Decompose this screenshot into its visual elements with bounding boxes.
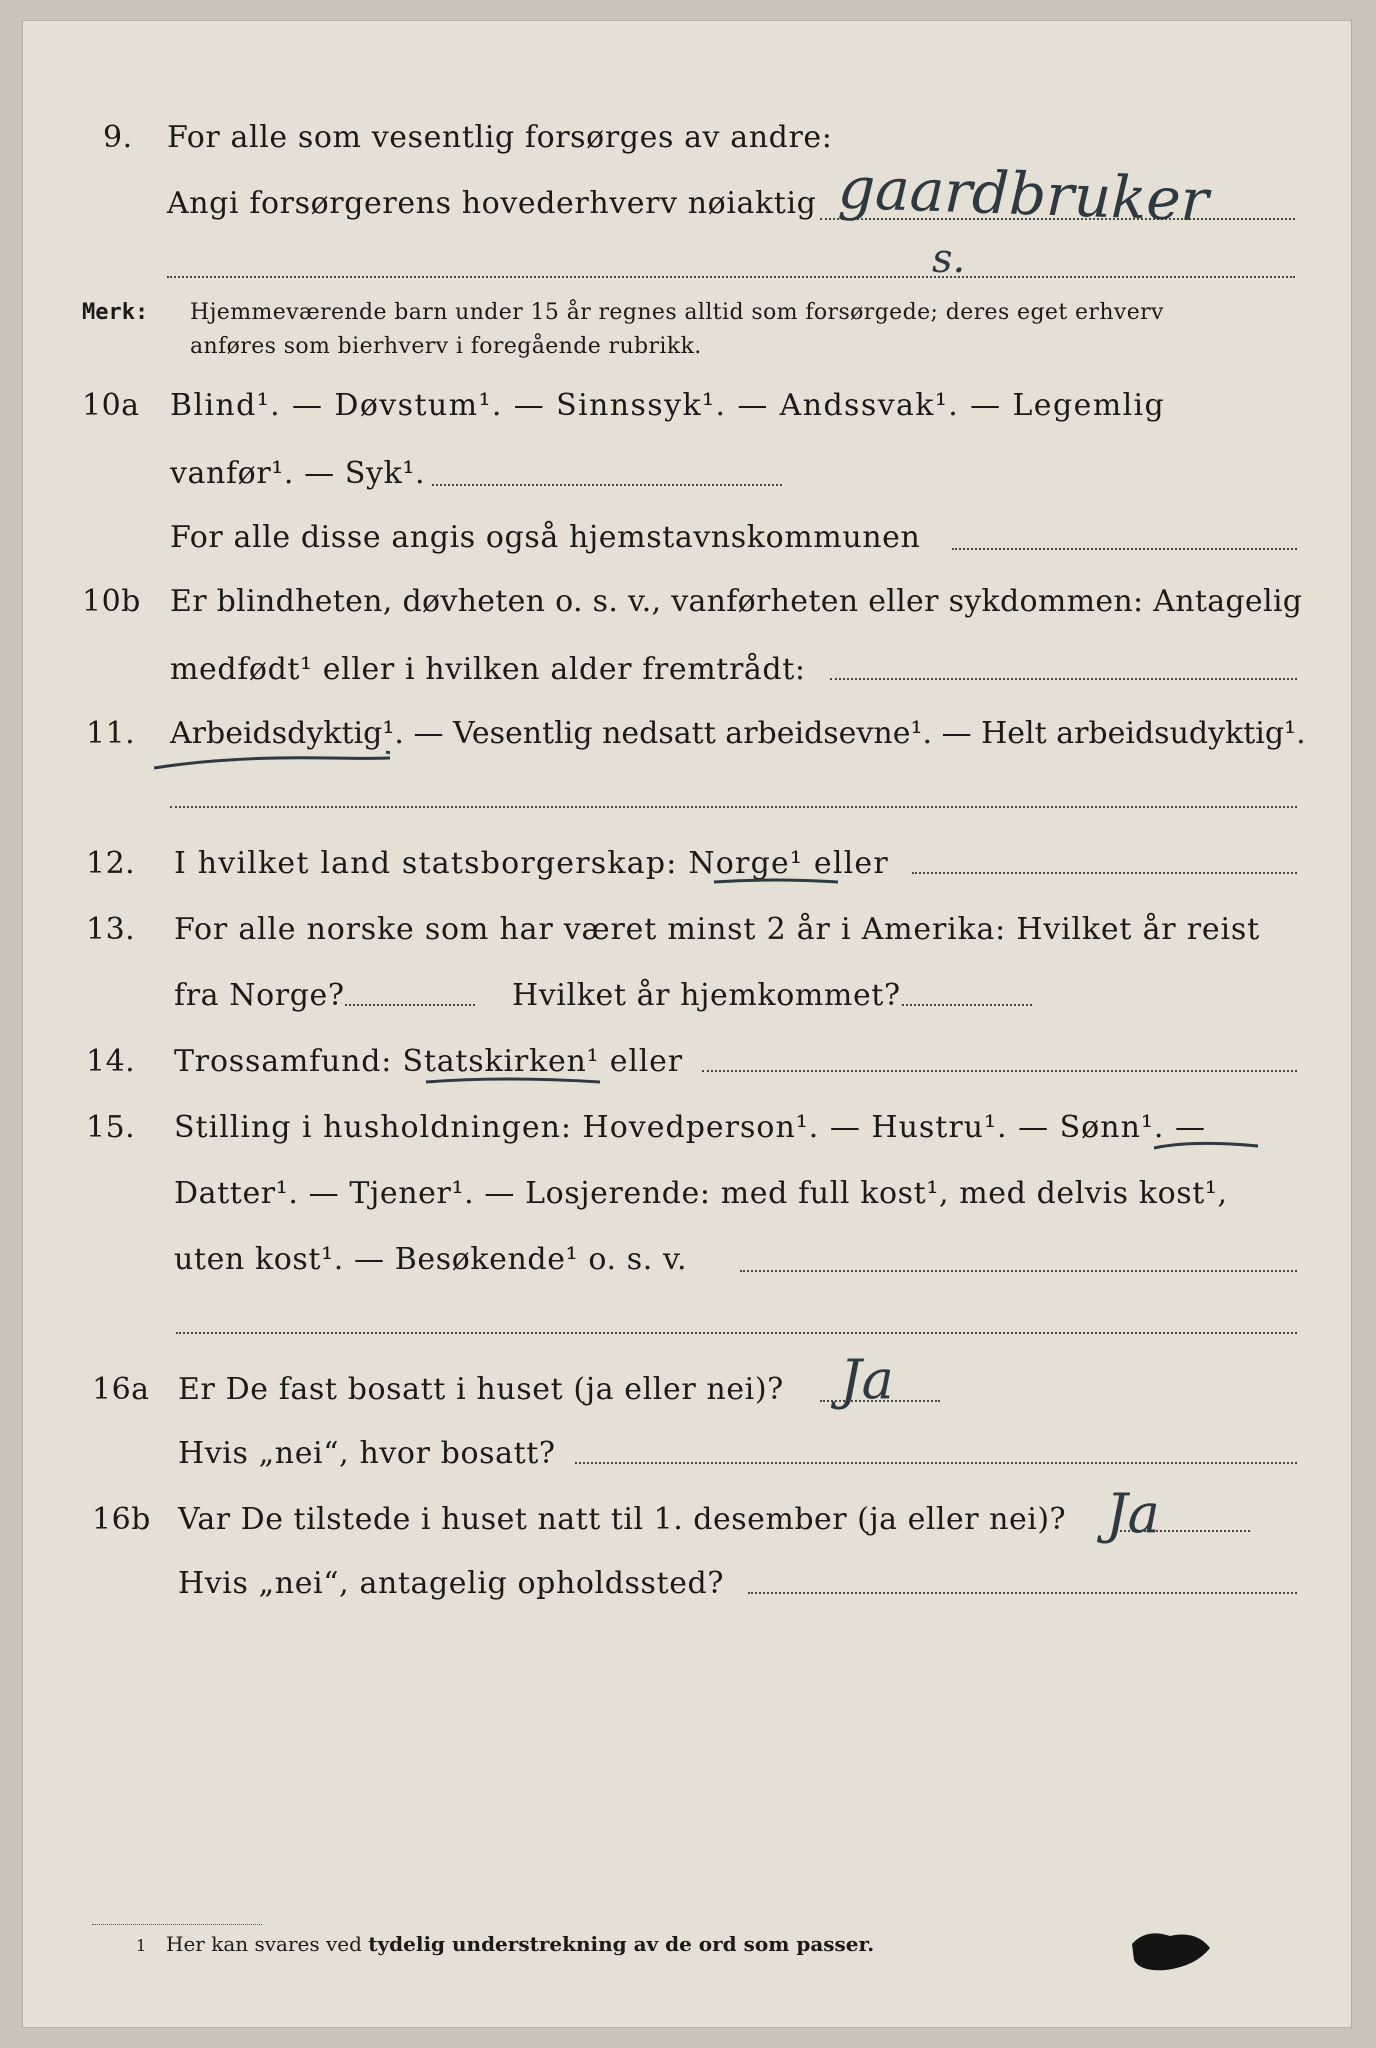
ink-blot <box>1126 1926 1216 1976</box>
q14-number: 14. <box>86 1044 136 1079</box>
q16b-opholdssted-line <box>748 1592 1297 1594</box>
q10b-line1: Er blindheten, døvheten o. s. v., vanførheten eller sykdommen: Antagelig <box>170 584 1303 619</box>
q14-line1: Trossamfund: Statskirken¹ eller <box>174 1044 683 1079</box>
footnote-marker: 1 <box>136 1936 147 1955</box>
q10a-kommune-line <box>952 548 1297 550</box>
footnote-text-c: av de ord som passer. <box>626 1932 875 1956</box>
footnote-text-a: Her kan svares ved <box>166 1932 369 1956</box>
q16a-line2: Hvis „nei“, hvor bosatt? <box>178 1436 556 1471</box>
merk-label: Merk: <box>82 300 149 325</box>
q9-line1: For alle som vesentlig forsørges av andre: <box>167 120 833 155</box>
q13-reist-line <box>345 1004 475 1006</box>
q13-number: 13. <box>86 912 136 947</box>
q15-handwritten-underline <box>1152 1136 1262 1158</box>
q12-answer-line <box>912 872 1297 874</box>
q13-line2a: fra Norge? <box>174 978 345 1013</box>
q9-handwritten-answer-2: s. <box>932 236 966 282</box>
q11-line1: Arbeidsdyktig¹. — Vesentlig nedsatt arbeidsevne¹. — Helt arbeidsudyktig¹. <box>170 716 1306 751</box>
q10b-number: 10b <box>82 584 141 619</box>
q10b-answer-line <box>830 678 1297 680</box>
merk-line1: Hjemmeværende barn under 15 år regnes alltid som forsørgede; deres eget erhverv <box>190 300 1164 325</box>
q9-handwritten-answer: gaardbruker <box>836 153 1210 235</box>
q12-line1: I hvilket land statsborgerskap: Norge¹ eller <box>174 846 889 881</box>
q10a-line1: Blind¹. — Døvstum¹. — Sinnssyk¹. — Andssvak¹. — Legemlig <box>170 388 1166 423</box>
footnote-text <box>166 1932 874 1956</box>
q9-line2: Angi forsørgerens hovederhverv nøiaktig <box>167 186 817 221</box>
q11-answer-line <box>170 806 1297 808</box>
q15-line1: Stilling i husholdningen: Hovedperson¹. — Hustru¹. — Sønn¹. — <box>174 1110 1206 1145</box>
q9-answer-line-2 <box>167 276 1295 278</box>
q11-handwritten-underline <box>150 746 390 776</box>
q13-line2b: Hvilket år hjemkommet? <box>512 978 901 1013</box>
q15-number: 15. <box>86 1110 136 1145</box>
q13-line1: For alle norske som har været minst 2 år i Amerika: Hvilket år reist <box>174 912 1260 947</box>
q16b-line2: Hvis „nei“, antagelig opholdssted? <box>178 1566 725 1601</box>
footnote-text-b: tydelig understrekning <box>368 1932 627 1956</box>
q9-number: 9. <box>103 120 133 155</box>
q16a-number: 16a <box>92 1372 150 1407</box>
q16a-line1: Er De fast bosatt i huset (ja eller nei)? <box>178 1372 784 1407</box>
q16a-bosatt-line <box>575 1462 1297 1464</box>
q11-number: 11. <box>86 716 136 751</box>
q14-handwritten-underline <box>424 1074 604 1094</box>
q16b-number: 16b <box>92 1502 151 1537</box>
q15-answer-line-2 <box>176 1332 1297 1334</box>
q15-line2: Datter¹. — Tjener¹. — Losjerende: med full kost¹, med delvis kost¹, <box>174 1176 1228 1211</box>
q10a-line2: vanfør¹. — Syk¹. <box>170 456 426 491</box>
q12-number: 12. <box>86 846 136 881</box>
q16a-handwritten-answer: Ja <box>840 1348 894 1411</box>
q14-answer-line <box>702 1070 1297 1072</box>
q15-answer-line <box>740 1270 1297 1272</box>
q10a-line3: For alle disse angis også hjemstavnskommunen <box>170 520 921 555</box>
q13-hjemkommet-line <box>902 1004 1032 1006</box>
q10a-syk-line <box>432 484 782 486</box>
q16b-line1: Var De tilstede i huset natt til 1. desember (ja eller nei)? <box>178 1502 1067 1537</box>
q12-handwritten-underline <box>712 874 842 894</box>
merk-line2: anføres som bierhverv i foregående rubrikk. <box>190 334 702 359</box>
q10a-number: 10a <box>82 388 140 423</box>
q10b-line2: medfødt¹ eller i hvilken alder fremtrådt: <box>170 652 806 687</box>
footnote-separator <box>92 1924 262 1925</box>
q16b-handwritten-answer: Ja <box>1106 1482 1160 1545</box>
q15-line3: uten kost¹. — Besøkende¹ o. s. v. <box>174 1242 688 1277</box>
